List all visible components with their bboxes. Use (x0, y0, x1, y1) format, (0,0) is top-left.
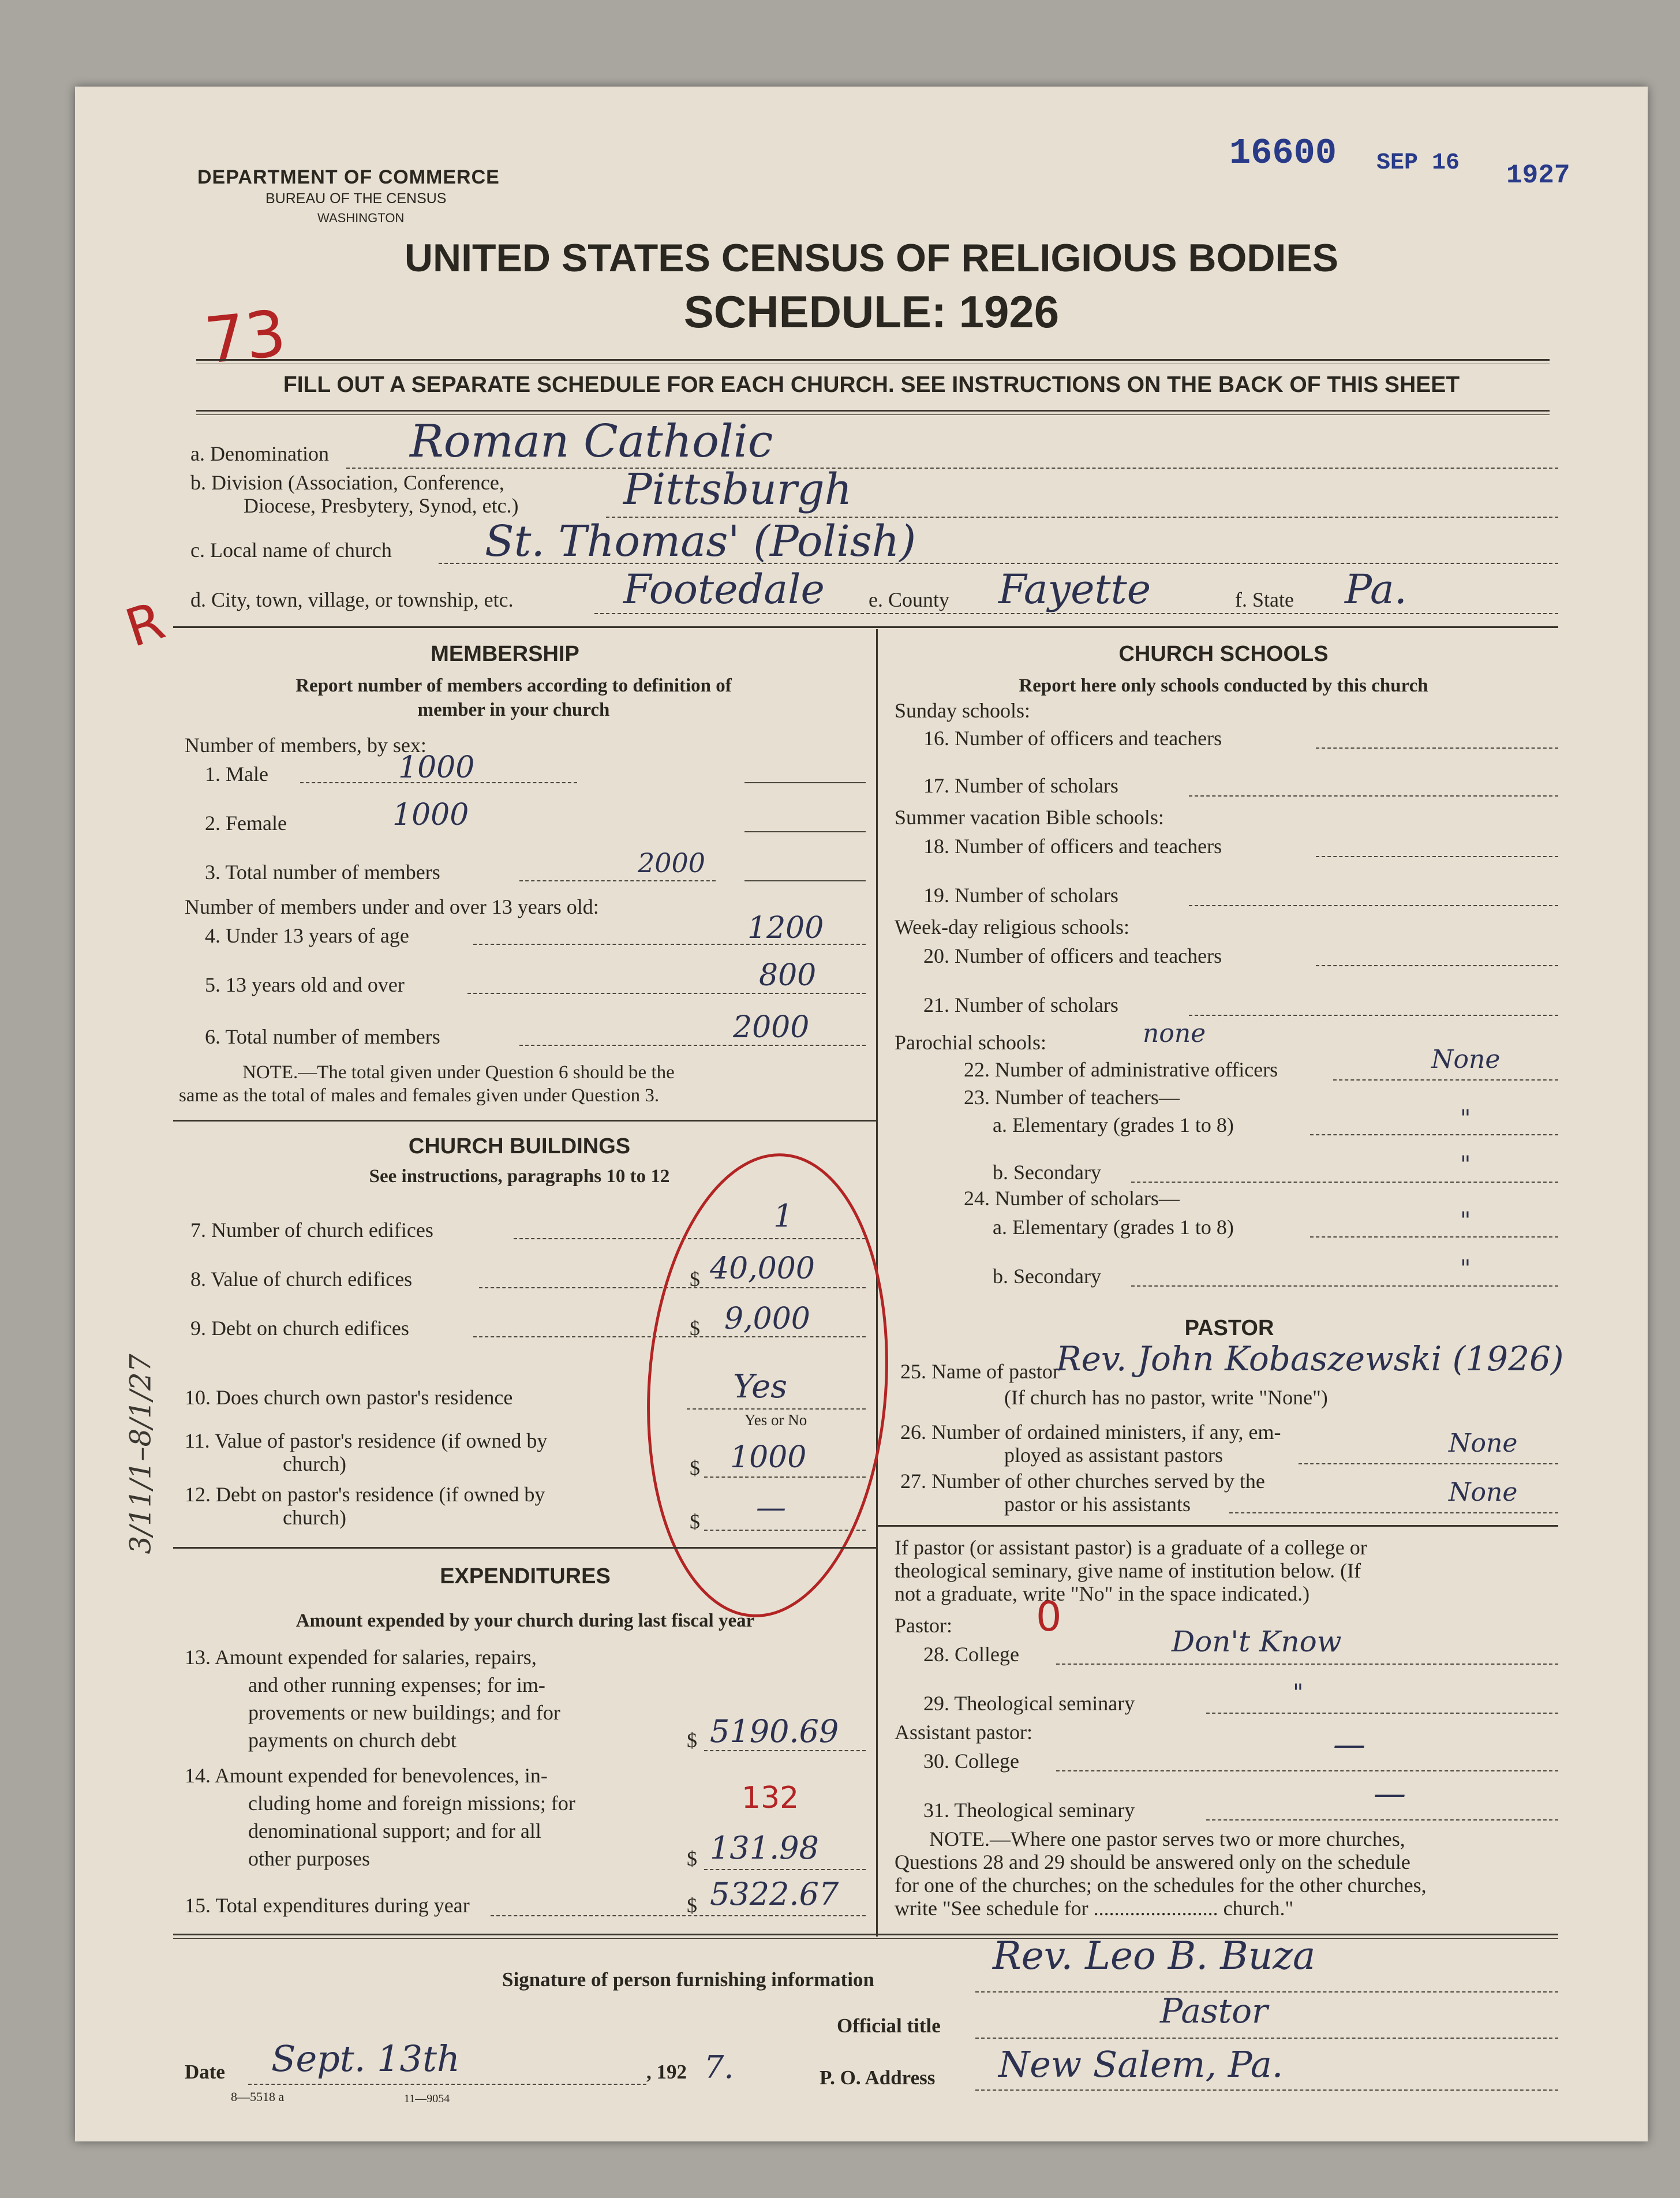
po-address-label: P. O. Address (820, 2066, 936, 2089)
q9-value[interactable]: 9,000 (724, 1302, 810, 1336)
city-heading: WASHINGTON (317, 211, 405, 225)
q24b-value[interactable]: " (1460, 1255, 1471, 1282)
q8-value[interactable]: 40,000 (710, 1251, 815, 1286)
q27-label-line1: 27. Number of other churches served by the (900, 1470, 1265, 1493)
date-value[interactable]: Sept. 13th (271, 2038, 460, 2080)
q3-label: 3. Total number of members (205, 861, 440, 884)
division-value[interactable]: Pittsburgh (623, 465, 852, 514)
signature-value[interactable]: Rev. Leo B. Buza (993, 1934, 1316, 1978)
dept-heading: DEPARTMENT OF COMMERCE (197, 166, 500, 188)
q13-dollar: $ (687, 1729, 697, 1752)
q27-label-line2: pastor or his assistants (1004, 1493, 1191, 1516)
schools-title: CHURCH SCHOOLS (1118, 642, 1329, 666)
graduate-instructions-line1: If pastor (or assistant pastor) is a graduate of a college or (895, 1536, 1367, 1559)
q17-label: 17. Number of scholars (923, 774, 1118, 797)
assistant-pastor-subheading: Assistant pastor: (895, 1721, 1032, 1744)
buildings-title: CHURCH BUILDINGS (408, 1134, 631, 1158)
q12-label-line1: 12. Debt on pastor's residence (if owned by (185, 1483, 545, 1506)
q27-value[interactable]: None (1449, 1478, 1518, 1507)
expenditures-subtitle: Amount expended by your church during last fiscal year (295, 1610, 755, 1631)
summer-schools-heading: Summer vacation Bible schools: (895, 806, 1164, 829)
q5-value[interactable]: 800 (759, 958, 817, 993)
q9-label: 9. Debt on church edifices (190, 1317, 409, 1340)
q2-value[interactable]: 1000 (392, 798, 469, 832)
year-prefix: , 192 (646, 2061, 687, 2083)
receipt-number-stamp: 16600 (1229, 133, 1337, 174)
yes-no-caption: Yes or No (744, 1411, 807, 1429)
q23-label: 23. Number of teachers— (964, 1086, 1180, 1109)
membership-subtitle1: Report number of members according to definition of (295, 675, 732, 696)
q28-label: 28. College (923, 1643, 1019, 1666)
schedule-title: SCHEDULE: 1926 (683, 286, 1060, 337)
buildings-subtitle: See instructions, paragraphs 10 to 12 (369, 1166, 670, 1187)
church-name-value[interactable]: St. Thomas' (Polish) (485, 517, 916, 566)
q24b-label: b. Secondary (993, 1265, 1101, 1288)
pastor-note-line1: NOTE.—Where one pastor serves two or more churches, (929, 1827, 1405, 1851)
denomination-value[interactable]: Roman Catholic (410, 416, 773, 468)
instruction-banner: FILL OUT A SEPARATE SCHEDULE FOR EACH CHURCH. SEE INSTRUCTIONS ON THE BACK OF THIS SHEET (283, 372, 1460, 397)
q4-label: 4. Under 13 years of age (205, 924, 409, 947)
pastor-note-line4: write "See schedule for ........................ church." (895, 1897, 1294, 1920)
q6-value[interactable]: 2000 (733, 1010, 810, 1045)
q31-value[interactable]: — (1374, 1775, 1406, 1812)
q29-value[interactable]: " (1293, 1680, 1304, 1706)
date-label: Date (185, 2061, 225, 2083)
q4-value[interactable]: 1200 (747, 911, 824, 945)
print-number: 11—9054 (404, 2092, 450, 2105)
q14-label-line4: other purposes (248, 1847, 370, 1870)
q21-label: 21. Number of scholars (923, 993, 1118, 1016)
q11-label-line2: church) (283, 1452, 346, 1475)
state-label: f. State (1235, 588, 1294, 611)
q25-note: (If church has no pastor, write "None") (1004, 1386, 1328, 1409)
official-title-label: Official title (837, 2014, 941, 2037)
q15-label: 15. Total expenditures during year (185, 1894, 470, 1917)
q13-label-line1: 13. Amount expended for salaries, repairs, (185, 1646, 537, 1669)
q14-dollar: $ (687, 1847, 697, 1870)
q13-label-line4: payments on church debt (248, 1729, 457, 1752)
membership-note-line1: NOTE.—The total given under Question 6 should be the (242, 1062, 675, 1083)
q1-value[interactable]: 1000 (398, 750, 475, 785)
q26-label-line2: ployed as assistant pastors (1004, 1444, 1223, 1467)
q6-label: 6. Total number of members (205, 1025, 440, 1048)
q15-value[interactable]: 5322.67 (710, 1876, 839, 1912)
sunday-schools-heading: Sunday schools: (895, 699, 1031, 722)
q11-value[interactable]: 1000 (730, 1440, 807, 1475)
q5-label: 5. 13 years old and over (205, 973, 405, 996)
state-value[interactable]: Pa. (1345, 566, 1407, 613)
pastor-note-line3: for one of the churches; on the schedules for the other churches, (895, 1874, 1427, 1897)
graduate-instructions-line3: not a graduate, write "No" in the space indicated.) (895, 1582, 1310, 1605)
q13-label-line3: provements or new buildings; and for (248, 1701, 560, 1724)
q31-label: 31. Theological seminary (923, 1799, 1135, 1822)
q28-value[interactable]: Don't Know (1172, 1625, 1342, 1658)
division-label-line2: Diocese, Presbytery, Synod, etc.) (244, 494, 519, 517)
bureau-heading: BUREAU OF THE CENSUS (265, 190, 447, 207)
pastor-title: PASTOR (1184, 1316, 1274, 1340)
county-label: e. County (869, 588, 949, 611)
membership-title: MEMBERSHIP (431, 642, 579, 666)
red-pencil-circle (629, 1137, 906, 1633)
q11-label-line1: 11. Value of pastor's residence (if owned by (185, 1429, 548, 1452)
q18-label: 18. Number of officers and teachers (923, 835, 1222, 858)
q13-label-line2: and other running expenses; for im- (248, 1673, 545, 1696)
q10-value[interactable]: Yes (733, 1368, 787, 1405)
schools-subtitle: Report here only schools conducted by this church (1019, 675, 1428, 696)
city-value[interactable]: Footedale (623, 566, 825, 613)
q14-value[interactable]: 131.98 (710, 1830, 819, 1866)
q9-dollar: $ (690, 1317, 700, 1340)
q7-label: 7. Number of church edifices (190, 1218, 433, 1242)
q23b-value[interactable]: " (1460, 1152, 1471, 1178)
pastor-note-line2: Questions 28 and 29 should be answered only on the schedule (895, 1851, 1410, 1874)
q14-label-line3: denominational support; and for all (248, 1819, 541, 1842)
receipt-date-stamp: SEP 16 (1376, 150, 1460, 176)
q3-value[interactable]: 2000 (638, 847, 706, 879)
division-label-line1: b. Division (Association, Conference, (190, 471, 504, 494)
q24-label: 24. Number of scholars— (964, 1187, 1180, 1210)
membership-subtitle2: member in your church (417, 700, 610, 720)
parochial-value[interactable]: none (1143, 1019, 1206, 1048)
q30-value[interactable]: — (1333, 1726, 1365, 1763)
q11-dollar: $ (690, 1456, 700, 1479)
q2-label: 2. Female (205, 812, 287, 835)
q8-dollar: $ (690, 1268, 700, 1291)
q16-label: 16. Number of officers and teachers (923, 727, 1222, 750)
q26-value[interactable]: None (1449, 1429, 1518, 1458)
expenditures-title: EXPENDITURES (440, 1564, 611, 1588)
church-name-label: c. Local name of church (190, 539, 392, 562)
q10-label: 10. Does church own pastor's residence (185, 1386, 513, 1409)
weekday-schools-heading: Week-day religious schools: (895, 915, 1130, 939)
q14-label-line2: cluding home and foreign missions; for (248, 1792, 575, 1815)
year-digit-value[interactable]: 7. (704, 2049, 734, 2085)
q23a-label: a. Elementary (grades 1 to 8) (993, 1113, 1234, 1137)
parochial-heading: Parochial schools: (895, 1031, 1046, 1054)
q24a-value[interactable]: " (1460, 1208, 1471, 1234)
red-pencil-number: 73 (201, 296, 290, 378)
form-title: UNITED STATES CENSUS OF RELIGIOUS BODIES (404, 236, 1339, 280)
margin-date-note: 3/11/1–8/1/27 (124, 1354, 158, 1554)
denomination-label: a. Denomination (190, 442, 329, 465)
graduate-instructions-line2: theological seminary, give name of institution below. (If (895, 1559, 1361, 1582)
q24a-label: a. Elementary (grades 1 to 8) (993, 1216, 1234, 1239)
red-pencil-mark: R (118, 590, 172, 660)
q7-value[interactable]: 1 (773, 1198, 794, 1234)
q1-label: 1. Male (205, 762, 268, 786)
age-heading: Number of members under and over 13 years old: (185, 895, 599, 918)
q12-label-line2: church) (283, 1506, 346, 1529)
q22-value[interactable]: None (1431, 1045, 1501, 1074)
official-title-value[interactable]: Pastor (1160, 1991, 1268, 2031)
q19-label: 19. Number of scholars (923, 884, 1118, 907)
q20-label: 20. Number of officers and teachers (923, 944, 1222, 967)
q29-label: 29. Theological seminary (923, 1692, 1135, 1715)
q25-label: 25. Name of pastor (900, 1360, 1060, 1383)
q14-label-line1: 14. Amount expended for benevolences, in- (185, 1764, 548, 1787)
q23a-value[interactable]: " (1460, 1105, 1471, 1132)
county-value[interactable]: Fayette (998, 566, 1151, 613)
receipt-year-stamp: 1927 (1506, 160, 1570, 190)
q22-label: 22. Number of administrative officers (964, 1058, 1278, 1081)
form-number: 8—5518 a (231, 2089, 285, 2104)
q12-value[interactable]: — (756, 1490, 786, 1525)
q12-dollar: $ (690, 1510, 700, 1533)
membership-note-line2: same as the total of males and females given under Question 3. (179, 1085, 660, 1106)
census-schedule-sheet (75, 87, 1648, 2141)
q15-dollar: $ (687, 1894, 697, 1917)
signature-label: Signature of person furnishing information (502, 1968, 874, 1991)
q25-value[interactable]: Rev. John Kobaszewski (1926) (1056, 1339, 1564, 1378)
po-address-value[interactable]: New Salem, Pa. (998, 2043, 1284, 2085)
q26-label-line1: 26. Number of ordained ministers, if any, em- (900, 1421, 1281, 1444)
q8-label: 8. Value of church edifices (190, 1268, 413, 1291)
q28-red-mark: 0 (1036, 1593, 1062, 1640)
q14-red-correction: 132 (742, 1781, 799, 1815)
q23b-label: b. Secondary (993, 1161, 1101, 1184)
q13-value[interactable]: 5190.69 (710, 1713, 839, 1750)
q30-label: 30. College (923, 1750, 1019, 1773)
city-label: d. City, town, village, or township, etc. (190, 588, 514, 611)
pastor-subheading: Pastor: (895, 1614, 953, 1637)
by-sex-heading: Number of members, by sex: (185, 734, 426, 757)
